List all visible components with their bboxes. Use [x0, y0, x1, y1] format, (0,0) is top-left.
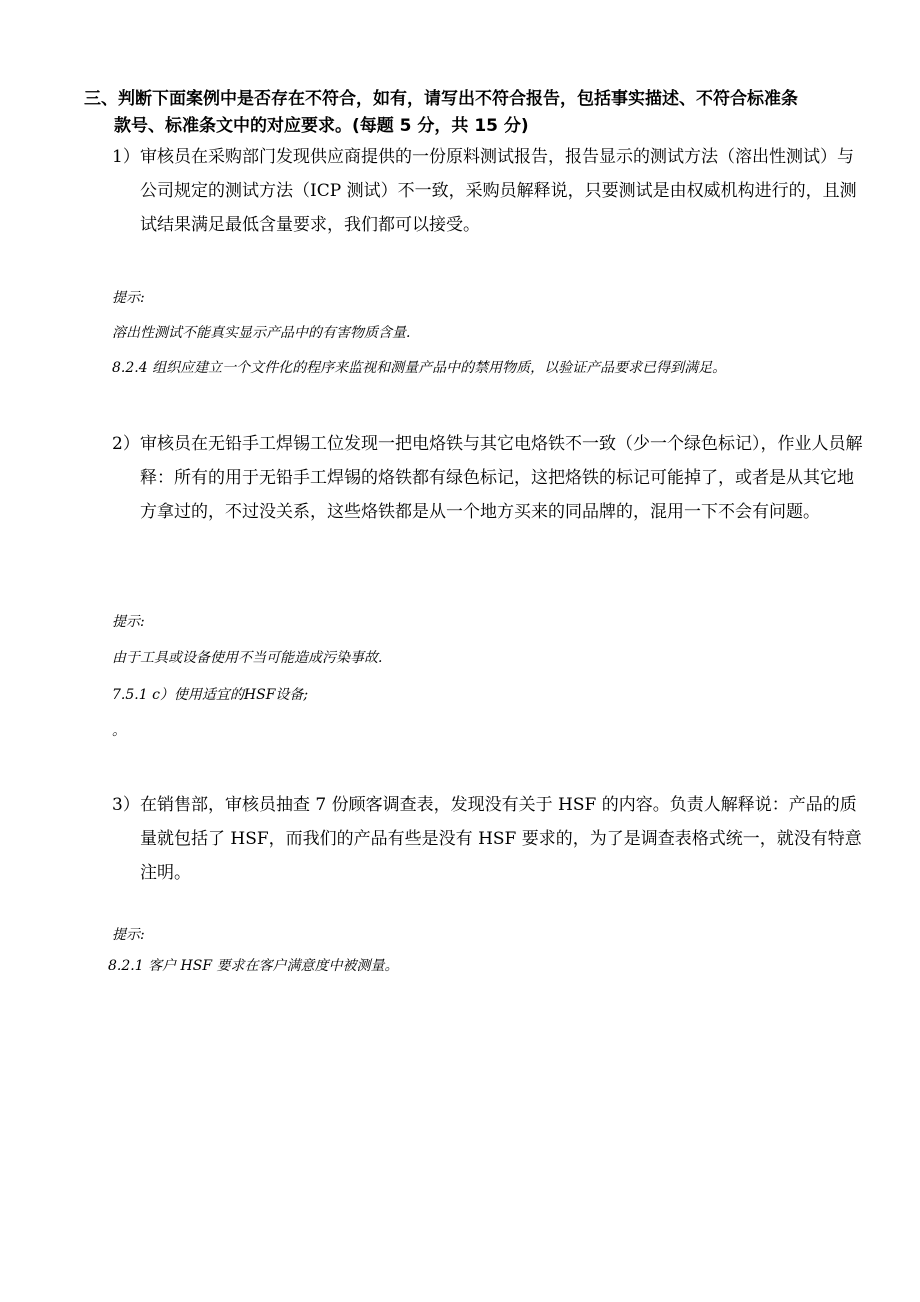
case-3-hint-label: 提示: — [112, 927, 145, 943]
section-heading — [84, 86, 874, 140]
case-3-number: 3） — [112, 795, 140, 815]
case-1-hint-label: 提示: — [112, 290, 145, 306]
case-1-hint-2: 8.2.4 组织应建立一个文件化的程序来监视和测量产品中的禁用物质，以验证产品要求已得到满足。 — [112, 360, 727, 376]
case-3-text: 在销售部，审核员抽查 7 份顾客调查表，发现没有关于 HSF 的内容。负责人解释说：产品的质量就包括了 HSF，而我们的产品有些是没有 HSF 要求的，为了是调查表格式统一，就没有特意注明。 — [140, 795, 862, 883]
case-1 — [112, 140, 866, 242]
heading-line-2: 款号、标准条文中的对应要求。(每题 5 分，共 15 分) — [114, 116, 529, 136]
case-2-hint-1: 由于工具或设备使用不当可能造成污染事故. — [112, 650, 383, 666]
case-2 — [112, 427, 866, 529]
case-2-hint-label: 提示: — [112, 614, 145, 630]
heading-line-1: 三、判断下面案例中是否存在不符合，如有，请写出不符合报告，包括事实描述、不符合标准条 — [84, 89, 798, 109]
case-3 — [112, 788, 866, 890]
case-1-hint-1: 溶出性测试不能真实显示产品中的有害物质含量. — [112, 325, 411, 341]
case-1-number: 1） — [112, 147, 140, 167]
case-2-text: 审核员在无铅手工焊锡工位发现一把电烙铁与其它电烙铁不一致（少一个绿色标记），作业人员解释：所有的用于无铅手工焊锡的烙铁都有绿色标记，这把烙铁的标记可能掉了，或者是从其它地方拿过的，不过没关系，这些烙铁都是从一个地方买来的同品牌的，混用一下不会有问题。 — [140, 434, 863, 522]
case-3-hint-1: 8.2.1 客户 HSF 要求在客户满意度中被测量。 — [108, 958, 399, 974]
case-1-text: 审核员在采购部门发现供应商提供的一份原料测试报告，报告显示的测试方法（溶出性测试）与公司规定的测试方法（ICP 测试）不一致，采购员解释说，只要测试是由权威机构进行的，且测试结果满足最低含量要求，我们都可以接受。 — [140, 147, 857, 235]
case-2-hint-3: 。 — [112, 723, 126, 739]
case-2-hint-2: 7.5.1 c）使用适宜的HSF设备; — [112, 687, 309, 703]
case-2-number: 2） — [112, 434, 140, 454]
